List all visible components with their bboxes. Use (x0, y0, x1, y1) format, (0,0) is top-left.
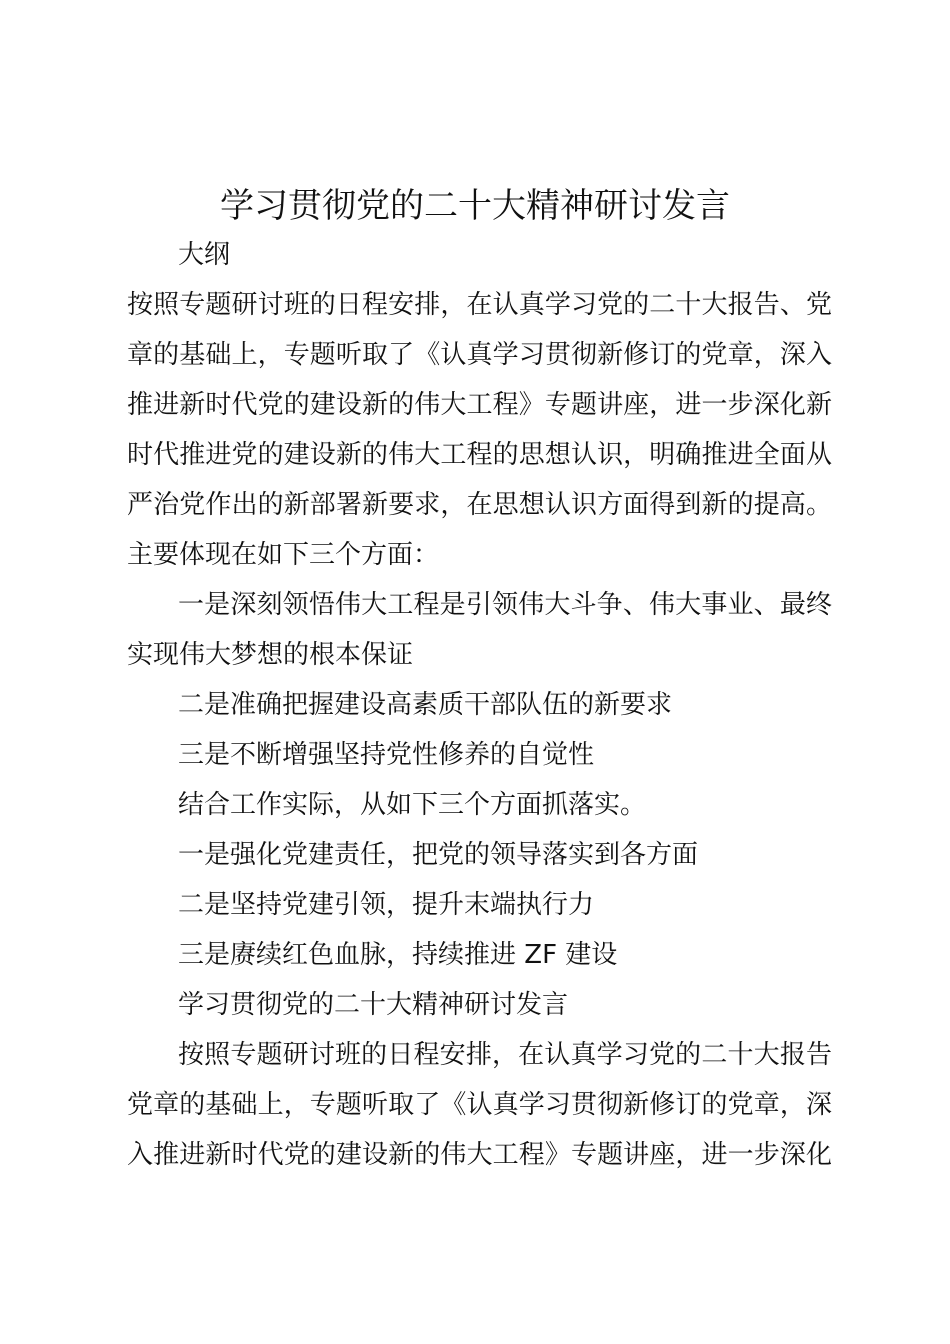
paragraph-line: 章的基础上，专题听取了《认真学习贯彻新修订的党章，深入 (127, 340, 832, 370)
paragraph-line: 推进新时代党的建设新的伟大工程》专题讲座，进一步深化新 (127, 390, 832, 420)
paragraph-line: 按照专题研讨班的日程安排，在认真学习党的二十大报告、党 (127, 290, 832, 320)
paragraph-line: 入推进新时代党的建设新的伟大工程》专题讲座，进一步深化 (127, 1140, 832, 1170)
document-title: 学习贯彻党的二十大精神研讨发言 (220, 186, 730, 226)
list-item: 二是坚持党建引领，提升末端执行力 (178, 890, 595, 920)
list-item: 三是赓续红色血脉，持续推进 ZF 建设 (178, 940, 618, 970)
paragraph-line: 严治党作出的新部署新要求，在思想认识方面得到新的提高。 (127, 490, 832, 520)
list-item: 一是深刻领悟伟大工程是引领伟大斗争、伟大事业、最终 (178, 590, 832, 620)
paragraph-line: 结合工作实际，从如下三个方面抓落实。 (178, 790, 647, 820)
paragraph-line: 主要体现在如下三个方面： (127, 540, 440, 570)
paragraph-line: 按照专题研讨班的日程安排，在认真学习党的二十大报告 (178, 1040, 832, 1070)
outline-heading: 大纲 (178, 240, 231, 270)
paragraph-line: 党章的基础上，专题听取了《认真学习贯彻新修订的党章，深 (127, 1090, 832, 1120)
list-item: 一是强化党建责任，把党的领导落实到各方面 (178, 840, 699, 870)
paragraph-line: 时代推进党的建设新的伟大工程的思想认识，明确推进全面从 (127, 440, 832, 470)
section-heading: 学习贯彻党的二十大精神研讨发言 (178, 990, 569, 1020)
list-item: 二是准确把握建设高素质干部队伍的新要求 (178, 690, 673, 720)
list-item: 三是不断增强坚持党性修养的自觉性 (178, 740, 595, 770)
list-item-continuation: 实现伟大梦想的根本保证 (127, 640, 414, 670)
